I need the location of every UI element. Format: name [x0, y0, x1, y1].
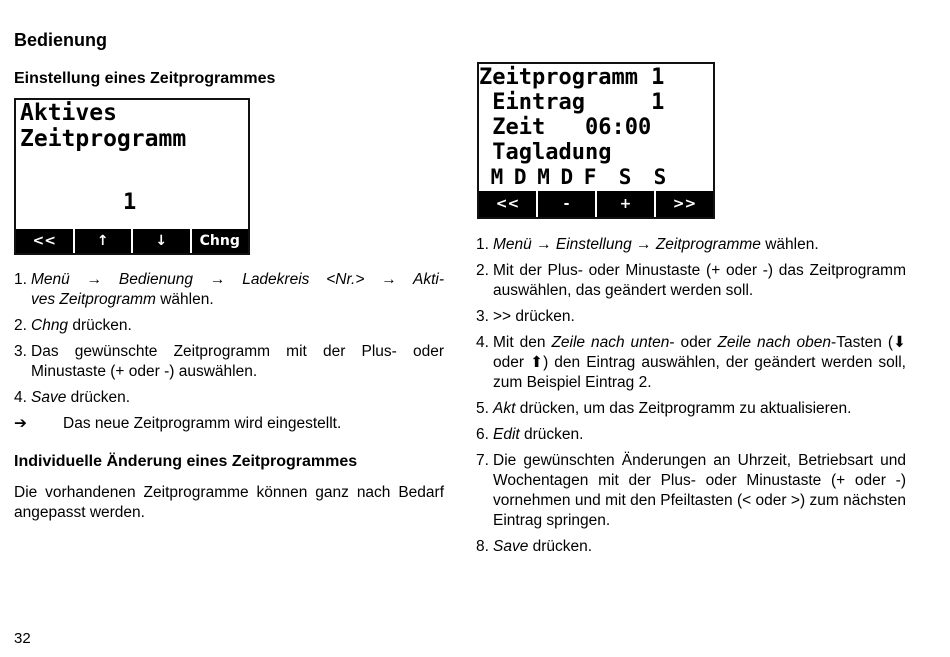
- list-item: 4. Mit den Zeile nach unten- oder Zeile nach oben-Tasten (⬇ oder ⬆) den Eintrag auswählen, der geändert werden soll, zum Beispiel Eintrag 2.: [476, 334, 906, 391]
- menu-path-cont: ves Zeitprogramm: [31, 291, 156, 308]
- step-number: 7.: [476, 452, 489, 469]
- step-text: drücken.: [519, 426, 584, 443]
- step-text: Minustaste (+ oder -) auswählen.: [31, 363, 258, 380]
- step-number: 2.: [14, 317, 27, 334]
- step-text: drücken, um das Zeitprogramm zu aktualisieren.: [515, 400, 852, 417]
- intro-paragraph: Die vorhandenen Zeitprogramme können ganz nach Bedarf angepasst werden.: [14, 484, 444, 521]
- list-item: [476, 261, 906, 301]
- list-item: [14, 342, 444, 382]
- list-item: [476, 235, 906, 255]
- display-line-1: Aktives: [20, 100, 117, 126]
- result-note: [14, 414, 444, 434]
- menu-path: Menü → Einstellung → Zeitprogramme: [493, 236, 761, 253]
- list-item: [14, 316, 444, 336]
- minus-softkey[interactable]: -: [538, 191, 597, 217]
- display-value: 1: [123, 190, 137, 215]
- section-heading-individual: Individuelle Änderung eines Zeitprogrammes: [14, 453, 358, 470]
- display-time-program: [477, 62, 715, 219]
- section-heading-setting: Einstellung eines Zeitprogrammes: [14, 70, 276, 87]
- display-line-5: M D M D F S S: [479, 165, 666, 189]
- list-item: [476, 451, 906, 531]
- key-name: Akt: [493, 400, 516, 417]
- page-number: 32: [14, 630, 31, 647]
- display-line-1: Zeitprogramm 1: [479, 65, 665, 90]
- page-title: Bedienung: [14, 30, 107, 50]
- double-left-arrow-icon[interactable]: <<: [16, 229, 75, 253]
- next-softkey[interactable]: >>: [672, 196, 697, 212]
- previous-softkey[interactable]: <<: [479, 191, 538, 217]
- step-number: 1.: [14, 271, 27, 288]
- list-item: [14, 270, 444, 310]
- step-text: wählen.: [155, 291, 214, 308]
- display-active-program: [14, 98, 250, 255]
- step-number: 3.: [476, 308, 489, 325]
- display-line-2: Eintrag 1: [479, 90, 665, 115]
- step-number: 3.: [14, 343, 27, 360]
- step-text: drücken.: [68, 317, 132, 334]
- menu-path: Menü → Bedienung → Ladekreis <Nr.> → Akti-: [31, 271, 444, 288]
- key-name: Edit: [493, 426, 520, 443]
- steps-left: [14, 270, 444, 440]
- display-line-2: Zeitprogramm: [20, 126, 187, 152]
- step-text: >> drücken.: [493, 308, 575, 325]
- list-item: [476, 399, 906, 419]
- step-text: drücken.: [528, 538, 593, 555]
- down-arrow-icon[interactable]: ↓: [133, 229, 192, 253]
- step-text: Mit der Plus- oder Minustaste (+ oder -) das Zeitprogramm auswählen, das geändert werden soll.: [493, 262, 906, 299]
- chng-softkey[interactable]: Chng: [199, 233, 240, 249]
- step-number: 1.: [476, 236, 489, 253]
- step-number: 8.: [476, 538, 489, 555]
- key-name: Zeile nach oben: [717, 334, 832, 351]
- list-item: [476, 537, 906, 557]
- key-name: Chng: [31, 317, 69, 334]
- display-line-3: Zeit 06:00: [479, 115, 652, 140]
- step-text: Das gewünschte Zeitprogramm mit der Plus- oder: [31, 343, 444, 360]
- result-arrow-icon: ➔: [14, 415, 27, 432]
- step-number: 4.: [476, 334, 489, 351]
- step-number: 2.: [476, 262, 489, 279]
- softkey-bar: [16, 229, 248, 253]
- softkey-bar: [479, 191, 713, 217]
- result-text: Das neue Zeitprogramm wird eingestellt.: [63, 415, 342, 432]
- display-line-4: Tagladung: [479, 140, 612, 165]
- steps-right: [476, 235, 906, 563]
- step-text: drücken.: [66, 389, 131, 406]
- step-text: wählen.: [760, 236, 819, 253]
- key-name: Zeile nach unten: [551, 334, 670, 351]
- step-number: 4.: [14, 389, 27, 406]
- key-name: Save: [493, 538, 529, 555]
- list-item: [14, 388, 444, 408]
- step-number: 5.: [476, 400, 489, 417]
- step-number: 6.: [476, 426, 489, 443]
- list-item: [476, 425, 906, 445]
- plus-softkey[interactable]: +: [597, 191, 656, 217]
- key-name: Save: [31, 389, 67, 406]
- up-arrow-icon[interactable]: ↑: [75, 229, 134, 253]
- step-text: Die gewünschten Änderungen an Uhrzeit, Betriebsart und Wochentagen mit der Plus- oder Minustaste (+ oder -) vornehmen und mit den Pfeiltasten (< oder >) zum nächsten Eintrag springen.: [493, 452, 906, 529]
- list-item: [476, 307, 906, 327]
